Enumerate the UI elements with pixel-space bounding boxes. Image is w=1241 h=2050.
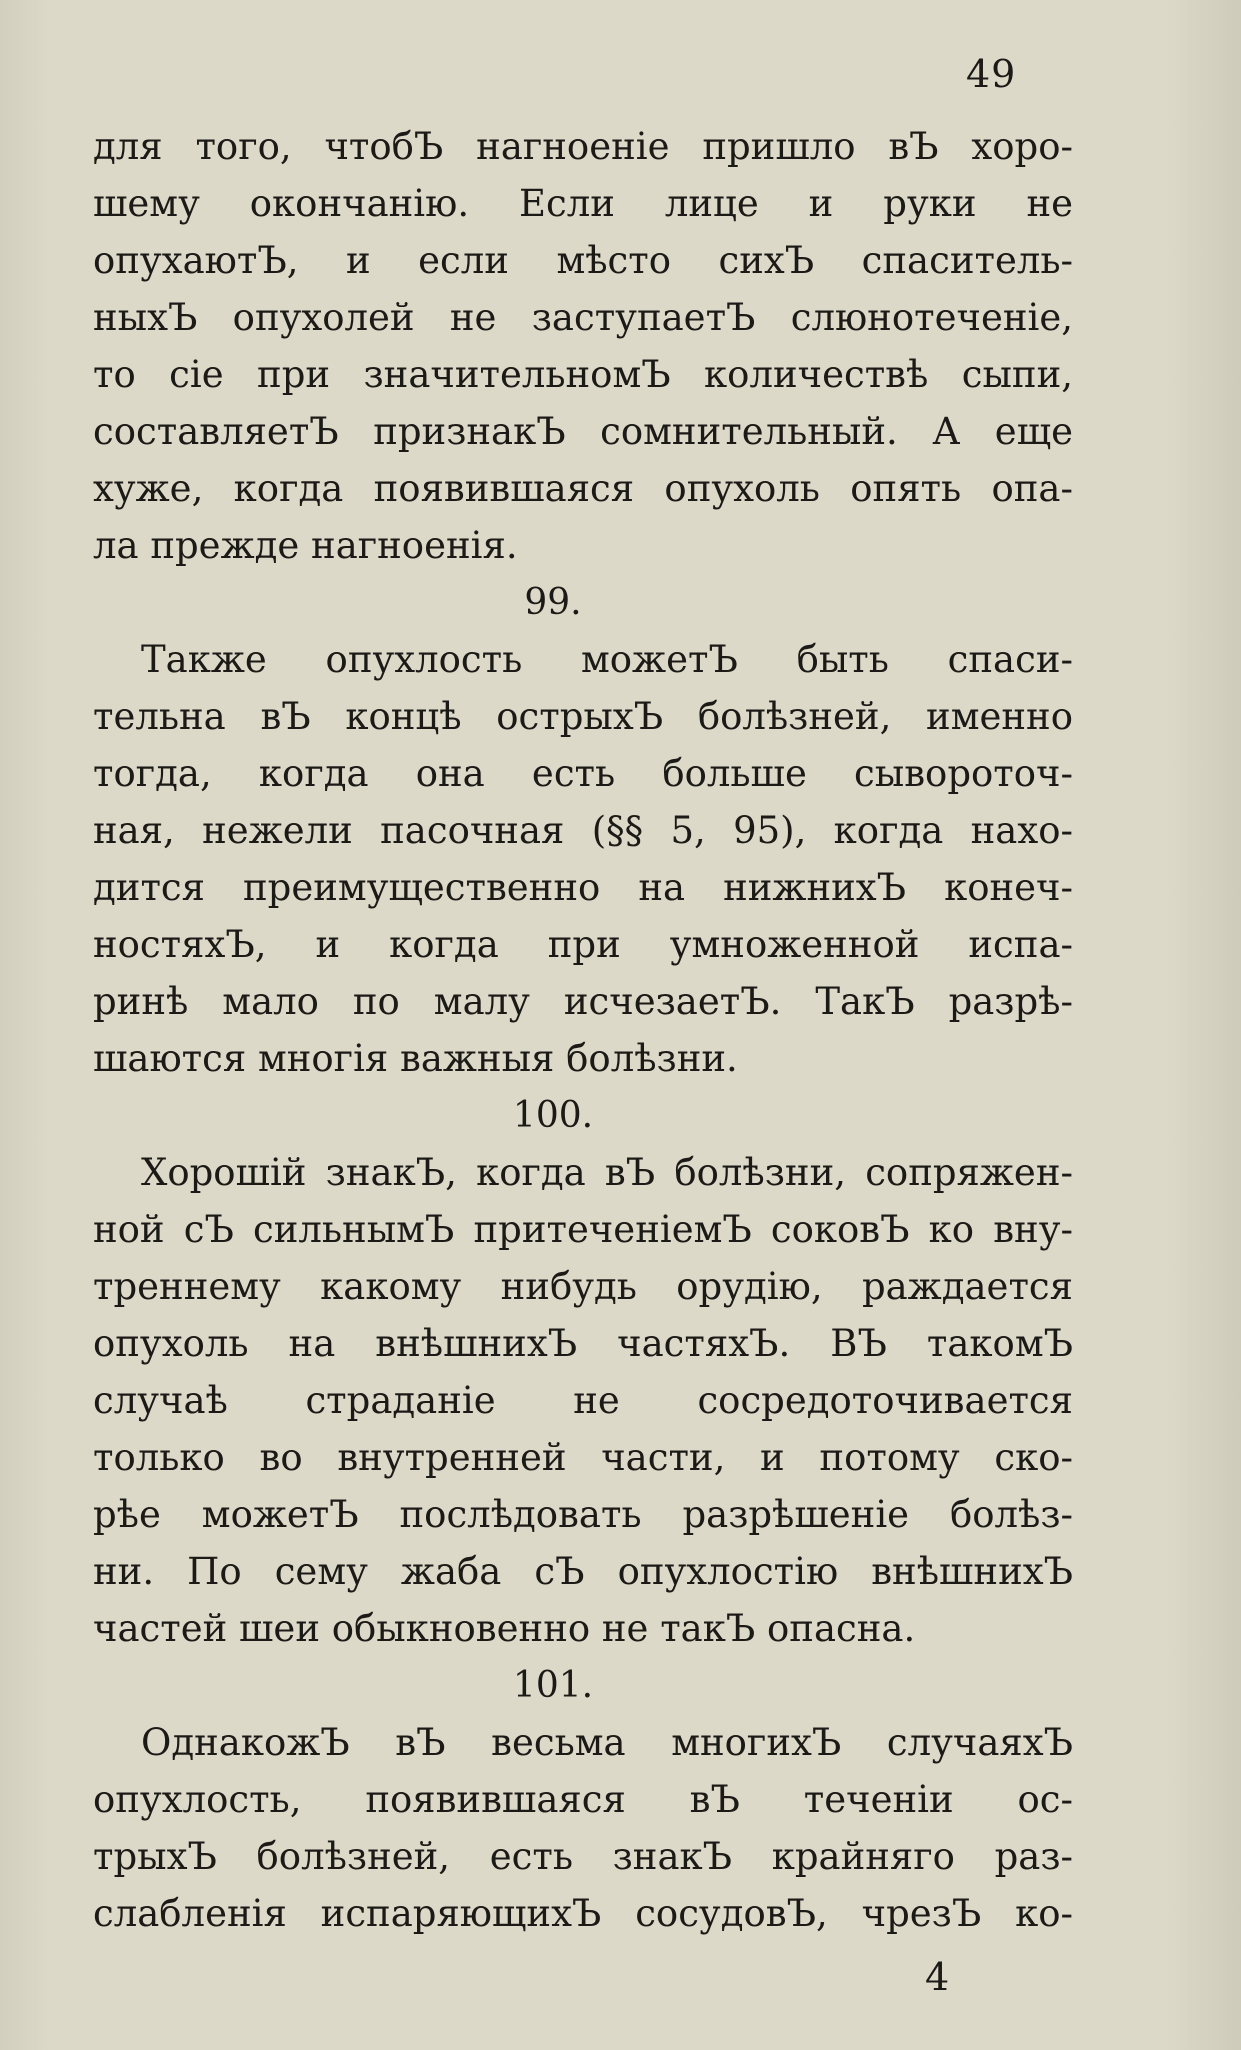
text-line: дится преимущественно на нижнихЪ конеч-	[93, 866, 1073, 909]
text-line: то сіе при значительномЪ количествѣ сыпи,	[93, 353, 1073, 396]
text-line: ринѣ мало по малу исчезаетЪ. ТакЪ разрѣ-	[93, 980, 1073, 1023]
text-line: опухаютЪ, и если мѣсто сихЪ спаситель-	[93, 239, 1073, 282]
section-number: 101.	[512, 1665, 594, 1706]
text-line: шаются многія важныя болѣзни.	[93, 1037, 738, 1080]
text-line: ной сЪ сильнымЪ притеченіемЪ соковЪ ко вну-	[93, 1208, 1073, 1251]
text-line: ни. По сему жаба сЪ опухлостію внѣшнихЪ	[93, 1550, 1073, 1593]
text-line: опухоль на внѣшнихЪ частяхЪ. ВЪ такомЪ	[93, 1322, 1073, 1365]
section-number: 100.	[512, 1095, 594, 1136]
text-column	[93, 118, 1073, 1942]
text-line: треннему какому нибудь орудію, раждается	[93, 1265, 1073, 1308]
text-line: частей шеи обыкновенно не такЪ опасна.	[93, 1607, 916, 1650]
text-line: рѣе можетЪ послѣдовать разрѣшеніе болѣз-	[93, 1493, 1073, 1536]
text-line: для того, чтобЪ нагноеніе пришло вЪ хоро-	[93, 125, 1073, 168]
text-line: ностяхЪ, и когда при умноженной испа-	[93, 923, 1073, 966]
text-line: составляетЪ признакЪ сомнительный. А еще	[93, 410, 1073, 453]
text-line: случаѣ страданіе не сосредоточивается	[93, 1379, 1073, 1422]
text-line: ОднакожЪ вЪ весьма многихЪ случаяхЪ	[141, 1721, 1073, 1764]
signature-mark: 4	[925, 1955, 950, 1999]
text-line: опухлость, появившаяся вЪ теченіи ос-	[93, 1778, 1073, 1821]
text-line: ная, нежели пасочная (§§ 5, 95), когда нахо-	[93, 809, 1073, 852]
text-line: Также опухлость можетЪ быть спаси-	[141, 638, 1073, 681]
text-line: ла прежде нагноенія.	[93, 524, 518, 567]
page-number: 49	[966, 52, 1017, 96]
text-line: ныхЪ опухолей не заступаетЪ слюнотеченіе,	[93, 296, 1073, 339]
text-line: Хорошій знакЪ, когда вЪ болѣзни, сопряжен-	[141, 1151, 1073, 1194]
text-line: слабленія испаряющихЪ сосудовЪ, чрезЪ ко-	[93, 1892, 1073, 1935]
text-line: трыхЪ болѣзней, есть знакЪ крайняго раз-	[93, 1835, 1073, 1878]
text-line: шему окончанію. Если лице и руки не	[93, 182, 1073, 225]
text-line: только во внутренней части, и потому ско-	[93, 1436, 1073, 1479]
text-line: хуже, когда появившаяся опухоль опять опа-	[93, 467, 1073, 510]
text-line: тогда, когда она есть больше сывороточ-	[93, 752, 1073, 795]
section-number: 99.	[524, 582, 582, 623]
text-line: тельна вЪ концѣ острыхЪ болѣзней, именно	[93, 695, 1073, 738]
